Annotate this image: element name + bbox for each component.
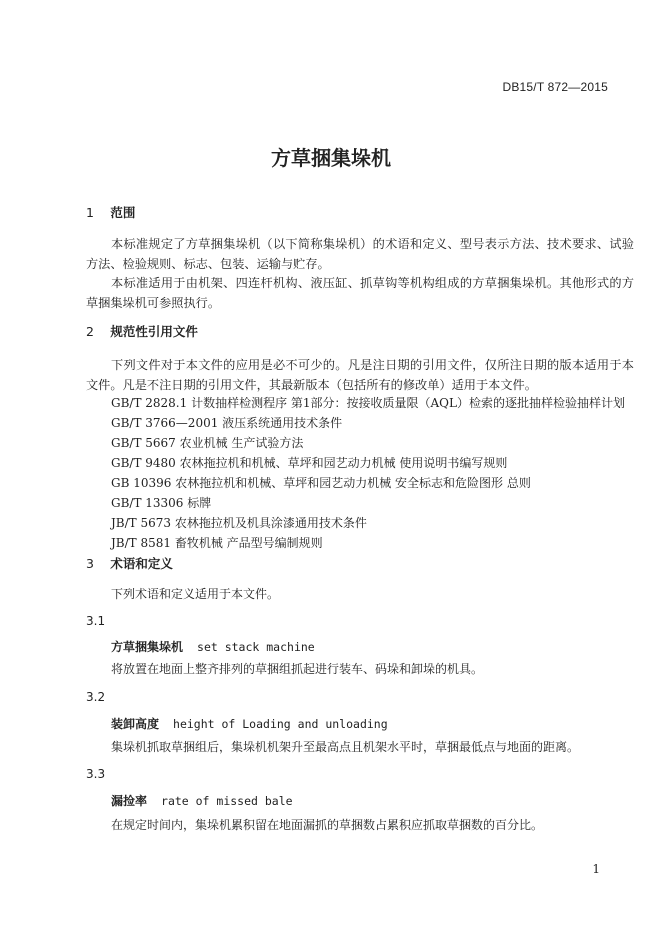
section-1-heading bbox=[86, 203, 135, 221]
reference-item: GB/T 5667 农业机械 生产试验方法 bbox=[111, 436, 304, 450]
term-number: 3.2 bbox=[86, 690, 106, 704]
term-english: set stack machine bbox=[197, 640, 315, 654]
term-chinese: 装卸高度 bbox=[111, 717, 160, 731]
term-english: rate of missed bale bbox=[161, 794, 293, 808]
term-number: 3.3 bbox=[86, 767, 106, 781]
term-english: height of Loading and unloading bbox=[173, 717, 388, 731]
reference-item: GB/T 2828.1 计数抽样检测程序 第1部分：按接收质量限（AQL）检索的逐批抽样检验抽样计划 bbox=[111, 396, 625, 410]
normative-intro: 下列文件对于本文件的应用是必不可少的。凡是注日期的引用文件，仅所注日期的版本适用于本文件。凡是不注日期的引用文件，其最新版本（包括所有的修改单）适用于本文件。 bbox=[86, 358, 634, 392]
section-number: 2 bbox=[86, 324, 94, 339]
scope-paragraph-1: 本标准规定了方草捆集垛机（以下简称集垛机）的术语和定义、型号表示方法、技术要求、试验方法、检验规则、标志、包装、运输与贮存。 bbox=[86, 237, 634, 271]
term-definition: 集垛机抓取草捆组后，集垛机机架升至最高点且机架水平时，草捆最低点与地面的距离。 bbox=[111, 740, 580, 754]
section-title: 规范性引用文件 bbox=[110, 324, 198, 339]
section-title: 范围 bbox=[110, 205, 136, 220]
reference-item: GB/T 9480 农林拖拉机和机械、草坪和园艺动力机械 使用说明书编写规则 bbox=[111, 456, 508, 470]
reference-item: JB/T 5673 农林拖拉机及机具涂漆通用技术条件 bbox=[111, 516, 367, 530]
term-number: 3.1 bbox=[86, 614, 106, 628]
reference-item: GB/T 3766—2001 液压系统通用技术条件 bbox=[111, 416, 343, 430]
term-chinese: 漏捡率 bbox=[111, 794, 148, 808]
section-number: 3 bbox=[86, 556, 94, 571]
term-definition: 在规定时间内，集垛机累积留在地面漏抓的草捆数占累积应抓取草捆数的百分比。 bbox=[111, 818, 544, 832]
section-number: 1 bbox=[86, 205, 94, 220]
reference-item: JB/T 8581 畜牧机械 产品型号编制规则 bbox=[111, 536, 323, 550]
section-title: 术语和定义 bbox=[110, 556, 173, 571]
document-title: 方草捆集垛机 bbox=[271, 146, 391, 170]
term-heading bbox=[111, 792, 293, 809]
standard-code: DB15/T 872—2015 bbox=[502, 80, 608, 94]
section-2-heading bbox=[86, 322, 198, 340]
reference-item: GB/T 13306 标牌 bbox=[111, 496, 212, 510]
page-number: 1 bbox=[592, 862, 600, 876]
term-chinese: 方草捆集垛机 bbox=[111, 640, 184, 654]
reference-item: GB 10396 农林拖拉机和机械、草坪和园艺动力机械 安全标志和危险图形 总则 bbox=[111, 476, 531, 490]
terms-intro: 下列术语和定义适用于本文件。 bbox=[111, 587, 280, 601]
term-heading bbox=[111, 638, 315, 655]
term-definition: 将放置在地面上整齐排列的草捆组抓起进行装车、码垛和卸垛的机具。 bbox=[111, 662, 484, 676]
term-heading bbox=[111, 715, 388, 732]
scope-paragraph-2: 本标准适用于由机架、四连杆机构、液压缸、抓草钩等机构组成的方草捆集垛机。其他形式的方草捆集垛机可参照执行。 bbox=[86, 276, 634, 310]
section-3-heading bbox=[86, 554, 173, 572]
